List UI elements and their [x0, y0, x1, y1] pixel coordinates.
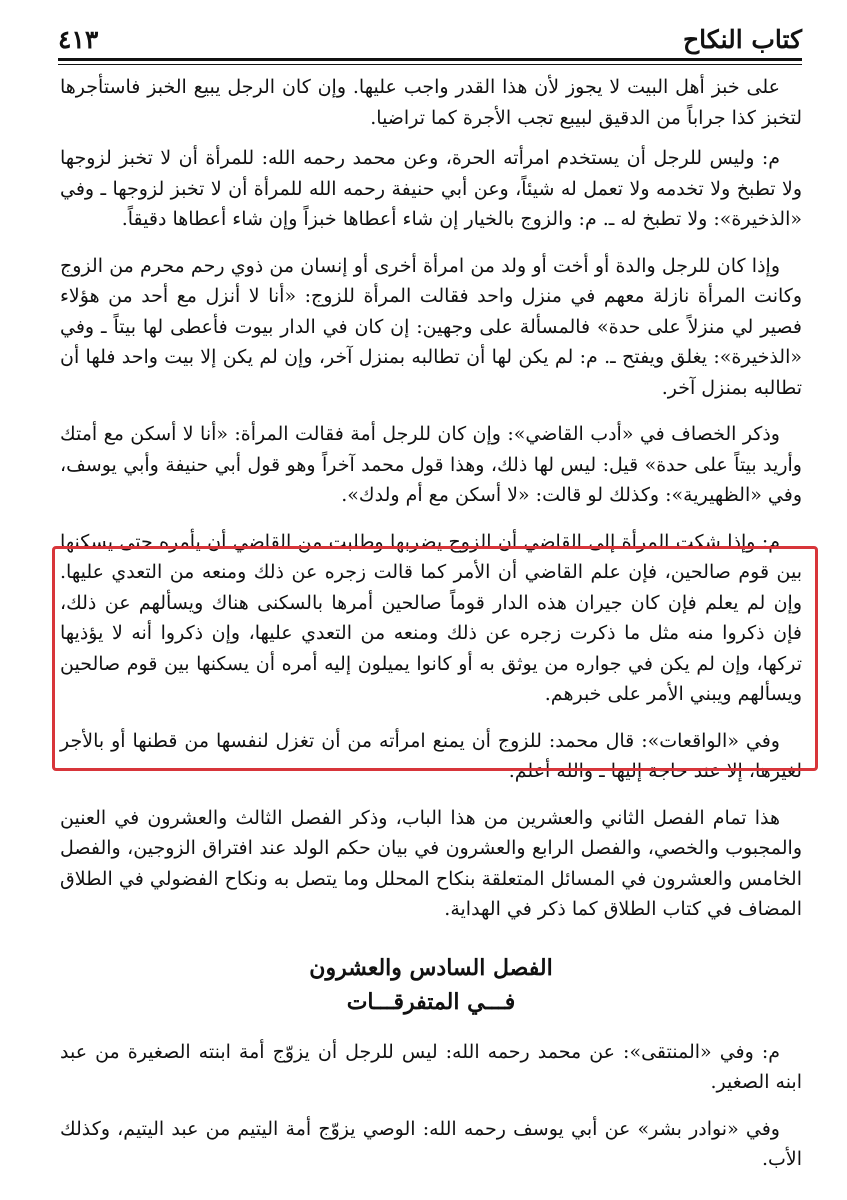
page-header — [58, 10, 802, 54]
paragraph: م: وليس للرجل أن يستخدم امرأته الحرة، وعن محمد رحمه الله: للمرأة أن لا تخبز لزوجها ولا تطبخ ولا تخدمه ولا تعمل له شيئاً، وعن أبي حنيفة رحمه الله للمرأة أن لا تخبز لزوجها ـ وفي «الذخيرة»: ولا تطبخ له ـ. م: والزوج بالخيار إن شاء أعطاها خبزاً وإن شاء أعطاها دقيقاً. — [60, 147, 802, 230]
section-title-line1: الفصل السادس والعشرون — [309, 954, 553, 981]
header-rule — [58, 58, 802, 61]
paragraph: وذكر الخصاف في «أدب القاضي»: وإن كان للرجل أمة فقالت المرأة: «أنا لا أسكن مع أمتك وأريد بيتاً على حدة» قيل: ليس لها ذلك، وهذا قول محمد آخراً وهو قول أبي حنيفة وأبي يوسف، وفي «الظهيرية»: وكذلك لو قالت: «لا أسكن مع أم ولدك». — [60, 423, 802, 506]
paragraph: هذا تمام الفصل الثاني والعشرين من هذا الباب، وذكر الفصل الثالث والعشرون في العنين والمجبوب والخصي، والفصل الرابع والعشرون في بيان حكم الولد عند افتراق الزوجين، والفصل الخامس والعشرون في المسائل المتعلقة بنكاح المحلل وما يتصل به ونكاح الفضولي في الطلاق المضاف في كتاب الطلاق كما ذكر في الهداية. — [60, 806, 802, 920]
section-title-line2: فـــي المتفرقـــات — [346, 988, 516, 1015]
page-number: ٤١٣ — [58, 25, 99, 54]
section-title — [60, 951, 802, 1019]
paragraph: وفي «الواقعات»: قال محمد: للزوج أن يمنع امرأته من أن تغزل لنفسها من قطنها أو بالأجر لغيرها، إلا عند حاجة إليها ـ والله أعلم. — [60, 729, 802, 782]
paragraph: وإذا كان للرجل والدة أو أخت أو ولد من امرأة أخرى أو إنسان من ذوي رحم محرم من الزوج وكانت المرأة نازلة معهم في منزل واحد فقالت المرأة للزوج: «أنا لا أنزل مع أحد من هؤلاء فصير لي منزلاً على حدة» فالمسألة على وجهين: إن كان في الدار بيوت فأعطى لها بيتاً ـ وفي «الذخيرة»: يغلق ويفتح ـ. م: لم يكن لها أن تطالبه بمنزل آخر، وإن لم يكن إلا بيت واحد فلها أن تطالبه بمنزل آخر. — [60, 254, 802, 399]
paragraph: م: وفي «المنتقى»: عن محمد رحمه الله: ليس للرجل أن يزوّج أمة ابنته الصغيرة من عبد ابنه الصغير. — [60, 1040, 802, 1093]
header-rule-thin — [58, 64, 802, 65]
page-body — [60, 72, 802, 1191]
paragraph: وفي «نوادر بشر» عن أبي يوسف رحمه الله: الوصي يزوّج أمة اليتيم من عبد اليتيم، وكذلك الأب. — [60, 1117, 802, 1170]
paragraph: على خبز أهل البيت لا يجوز لأن هذا القدر واجب عليها. وإن كان الرجل يبيع الخبز فاستأجرها لتخبز كذا جراباً من الدقيق لبيبع تجب الأجرة كما تراضيا. — [60, 76, 802, 129]
highlighted-paragraph: م: وإذا شكت المرأة إلى القاضي أن الزوج يضربها وطلبت من القاضي أن يأمره حتى يسكنها بين قوم صالحين، فإن علم القاضي أن الأمر كما قالت زجره عن ذلك ومنعه من التعدي عليها. وإن لم يعلم فإن كان جيران هذه الدار قوماً صالحين أمرها بالسكنى هناك ويسألهم عن ذلك، فإن ذكروا منه مثل ما ذكرت زجره عن ذلك ومنعه من التعدي عليها، وإن ذكروا أنه لا يؤذيها تركها، وإن لم يكن في جواره من يوثق به أو كانوا يميلون إليه أمره أن يسكنها بين قوم صالحين ويسألهم ويبني الأمر على خبرهم. — [60, 530, 802, 705]
book-title: كتاب النكاح — [683, 25, 802, 54]
